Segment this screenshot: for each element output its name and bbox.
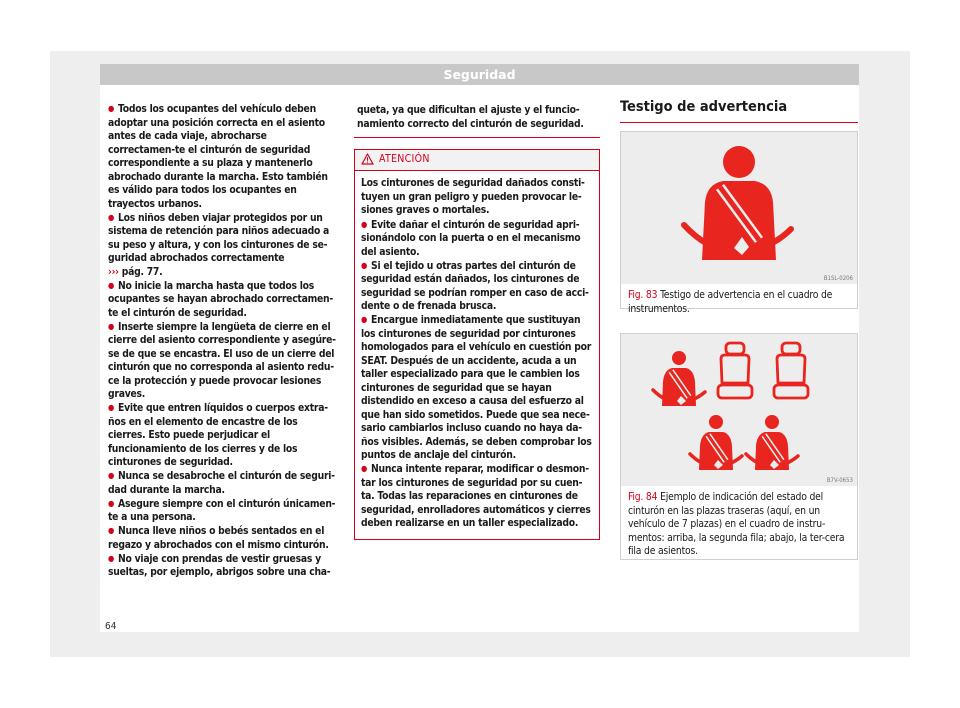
figure-number: Fig. 83	[628, 289, 658, 301]
header-title: Seguridad	[443, 67, 516, 82]
figure-caption	[628, 491, 853, 559]
belt-icon-row3-left	[690, 415, 742, 470]
warning-box	[354, 149, 600, 540]
warning-title: ATENCIÓN	[379, 153, 430, 166]
safety-bullet-list	[108, 103, 336, 580]
warning-bullet-list	[361, 219, 593, 531]
page-reference-link[interactable]: pág. 77.	[121, 265, 163, 278]
figure-caption-text: Testigo de advertencia en el cuadro de instrumentos.	[628, 289, 833, 315]
warning-intro: Los cinturones de seguridad dañados consti-tuyen un gran peligro y pueden provocar le-siones graves o mortales.	[361, 177, 585, 216]
list-item: ● Inserte siempre la lengüeta de cierre en el cierre del asiento correspondiente y asegúre-se de que se encastra. El uso de un cierre del cinturón que no corresponda al asiento redu-ce la protección y puede provocar lesiones graves.	[108, 321, 336, 402]
warning-header	[355, 150, 599, 171]
list-item: ● Encargue inmediatamente que sustituyan los cinturones de seguridad por cinturones homologados para el vehículo en cuestión por SEAT. Después de un accidente, acuda a un taller especializado para que le cambien los cinturones de seguridad que se hayan distendido en exceso a causa del esfuerzo al que han sido sometidos. Puede que sea nece-sario cambiarlos incluso cuando no haya da-ños visibles. Además, se deben comprobar los puntos de anclaje del cinturón.	[361, 314, 593, 463]
figure-84-image	[621, 334, 857, 486]
list-item: ● Nunca se desabroche el cinturón de seguri-dad durante la marcha.	[108, 470, 336, 497]
seatbelt-warning-icon	[621, 132, 857, 284]
seat-outline-icon	[718, 343, 752, 398]
figure-84	[620, 333, 858, 560]
figure-code: B1SL-0206	[823, 275, 853, 282]
list-item: ● No inicie la marcha hasta que todos los ocupantes se hayan abrochado correctamen-te el cinturón de seguridad.	[108, 280, 336, 321]
list-item: ● No viaje con prendas de vestir gruesas y sueltas, por ejemplo, abrigos sobre una cha-	[108, 553, 336, 580]
figure-83-image	[621, 132, 857, 284]
warning-triangle-icon	[361, 153, 374, 165]
warning-body	[355, 171, 599, 539]
column-2	[354, 104, 600, 540]
figure-caption-text: Ejemplo de indicación del estado del cinturón en las plazas traseras (aquí, en un vehículo de 7 plazas) en el cuadro de instru-mentos: arriba, la segunda fila; abajo, la ter-cera fila de asientos.	[628, 491, 845, 557]
list-item: ● Evite que entren líquidos o cuerpos extra-ños en el elemento de encastre de los cierres. Esto puede perjudicar el funcionamiento de los cierres y de los cinturones de seguridad.	[108, 402, 336, 470]
list-item: ● Si el tejido u otras partes del cinturón de seguridad están dañados, los cinturones de seguridad se podrían romper en caso de acci-dente o de frenada brusca.	[361, 260, 593, 314]
ref-arrows: ›››	[108, 265, 119, 278]
seat-outline-icon	[774, 343, 808, 398]
warning-continuation: queta, ya que dificultan el ajuste y el funcio-namiento correcto del cinturón de seguridad.	[354, 104, 600, 138]
figure-caption	[628, 289, 853, 316]
list-item: ● Asegure siempre con el cinturón únicamen-te a una persona.	[108, 498, 336, 525]
list-item: ● Evite dañar el cinturón de seguridad apri-sionándolo con la puerta o en el mecanismo del asiento.	[361, 219, 593, 260]
list-item: ● Los niños deben viajar protegidos por un sistema de retención para niños adecuado a su peso y altura, y con los cinturones de se-guridad abrochados correctamente ››› pág. 77.	[108, 212, 336, 280]
figure-number: Fig. 84	[628, 491, 658, 503]
figure-code: B7V-0653	[826, 477, 853, 484]
page-number: 64	[105, 621, 117, 632]
page-header	[100, 64, 859, 85]
figure-83	[620, 131, 858, 315]
column-1	[108, 103, 336, 580]
list-item: ● Nunca intente reparar, modificar o desmon-tar los cinturones de seguridad por su cuen-ta. Todas las reparaciones en cinturones de seguridad, enrolladores automáticos y cierres deben realizarse en un taller especializado.	[361, 463, 593, 531]
list-item: ● Nunca lleve niños o bebés sentados en el regazo y abrochados con el mismo cinturón.	[108, 525, 336, 552]
belt-icon-row3-right	[746, 415, 798, 470]
belt-icon-row2-left	[653, 351, 705, 406]
section-title: Testigo de advertencia	[620, 99, 858, 123]
seat-status-icons	[621, 334, 857, 486]
list-item: ● Todos los ocupantes del vehículo deben adoptar una posición correcta en el asiento antes de cada viaje, abrocharse correctamen-te el cinturón de seguridad correspondiente a su plaza y mantenerlo abrochado durante la marcha. Esto también es válido para todos los ocupantes en trayectos urbanos.	[108, 103, 336, 211]
